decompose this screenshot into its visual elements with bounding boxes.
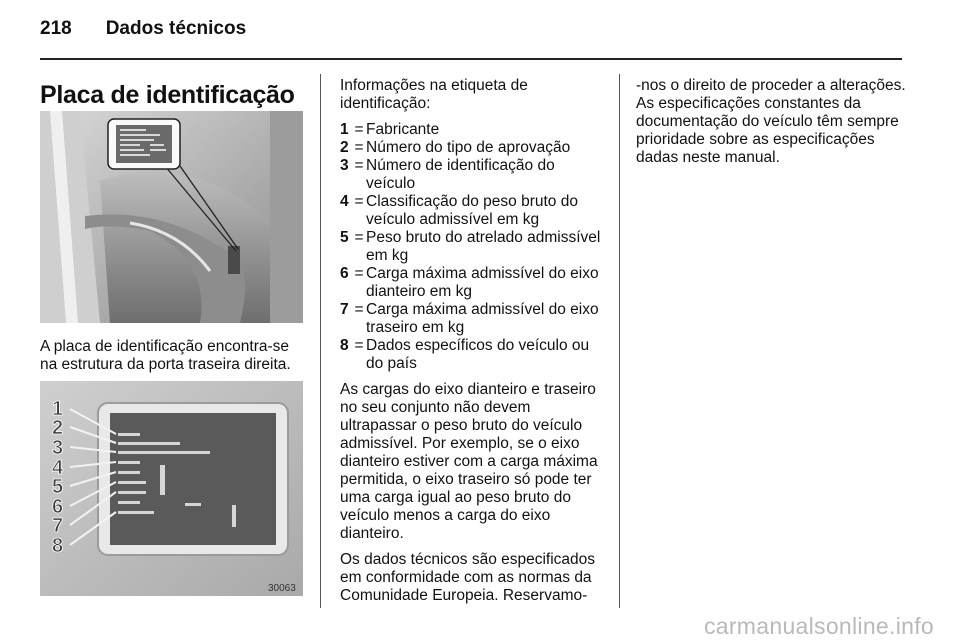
column-divider-1 bbox=[320, 74, 321, 608]
list-item: 2 = Número do tipo de aprovação bbox=[340, 139, 571, 156]
callout-4: 4 bbox=[52, 457, 64, 479]
axle-load-paragraph: As cargas do eixo dianteiro e traseiro no seu conjunto não devem ultrapassar o peso bruto do veículo admissível. Por exemplo, se o eixo dianteiro estiver com a carga máxima permitida, o eixo traseiro só pode ter uma carga igual ao peso bruto do veículo menos a carga do eixo dianteiro. bbox=[340, 381, 598, 542]
page-header bbox=[40, 18, 246, 48]
list-item: 6 = Carga máxima admissível do eixo dianteiro em kg bbox=[340, 265, 599, 300]
specs-paragraph-continued: -nos o direito de proceder a alterações. As especificações constantes da documentação do veículo têm sempre prioridade sobre as especificações dadas neste manual. bbox=[636, 77, 906, 166]
column-right bbox=[636, 77, 906, 175]
callout-5: 5 bbox=[52, 476, 64, 498]
specs-paragraph: Os dados técnicos são especificados em conformidade com as normas da Comunidade Europeia. Reservamo- bbox=[340, 551, 596, 604]
column-divider-2 bbox=[619, 74, 620, 608]
list-item: 4 = Classificação do peso bruto do veículo admissível em kg bbox=[340, 193, 578, 228]
image-code: 30063 bbox=[268, 583, 296, 594]
callout-6: 6 bbox=[52, 496, 64, 518]
callout-3: 3 bbox=[52, 437, 64, 459]
list-item: 1 = Fabricante bbox=[340, 121, 440, 138]
door-frame-photo bbox=[40, 111, 303, 323]
list-item: 3 = Número de identificação do veículo bbox=[340, 157, 555, 192]
column-left bbox=[40, 72, 304, 110]
section-title: Dados técnicos bbox=[105, 18, 247, 39]
list-item: 5 = Peso bruto do atrelado admissível em kg bbox=[340, 229, 601, 264]
list-intro: Informações na etiqueta de identificação: bbox=[340, 77, 528, 112]
callout-2: 2 bbox=[52, 417, 64, 439]
page-title: Placa de identificação bbox=[40, 81, 295, 109]
callout-1: 1 bbox=[52, 398, 64, 420]
header-rule bbox=[40, 58, 902, 60]
photo-caption: A placa de identificação encontra-se na estrutura da porta traseira direita. bbox=[40, 338, 291, 373]
callout-7: 7 bbox=[52, 515, 64, 537]
column-middle bbox=[340, 77, 608, 613]
plate-info-list bbox=[340, 121, 608, 373]
site-watermark: carmanualsonline.info bbox=[703, 613, 934, 639]
plate-closeup-photo bbox=[40, 381, 303, 596]
page-number: 218 bbox=[40, 18, 72, 39]
list-item: 7 = Carga máxima admissível do eixo traseiro em kg bbox=[340, 301, 599, 336]
callout-8: 8 bbox=[52, 535, 64, 557]
list-item: 8 = Dados específicos do veículo ou do país bbox=[340, 337, 590, 372]
